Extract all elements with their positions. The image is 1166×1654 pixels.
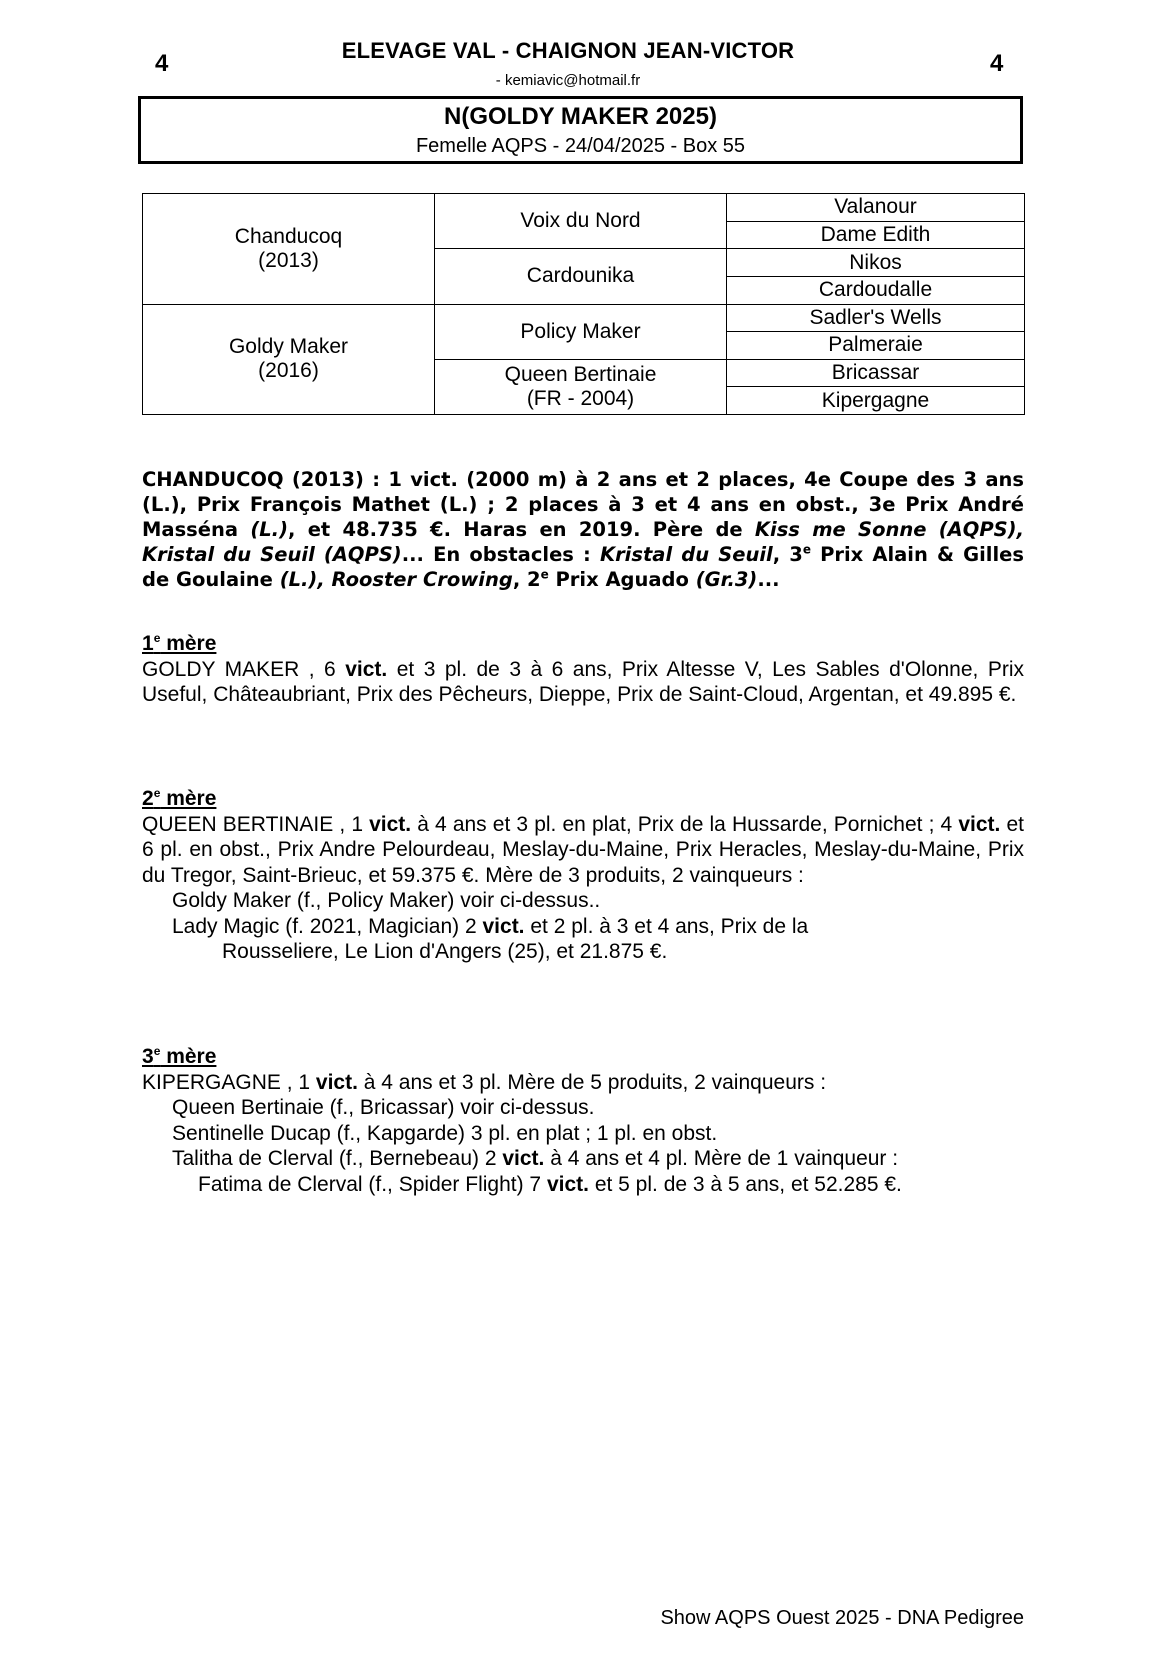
gen3-cell: Palmeraie (727, 332, 1025, 360)
horse-name: N(GOLDY MAKER 2025) (444, 103, 717, 130)
horse-title-box (138, 96, 1023, 164)
lot-number-right: 4 (990, 50, 1004, 77)
lot-number-left: 4 (155, 50, 169, 77)
list-item: Queen Bertinaie (f., Bricassar) voir ci-dessus. (172, 1096, 595, 1119)
gen3-cell: Valanour (727, 194, 1025, 222)
second-dam-text: QUEEN BERTINAIE , 1 vict. à 4 ans et 3 pl. en plat, Prix de la Hussarde, Pornichet ; 4 vict. et 6 pl. en obst., Prix Andre Pelourdeau, Meslay-du-Maine, Prix Heracles, Meslay-du-Maine, Prix du Tregor, Saint-Brieuc, et 59.375 €. Mère de 3 produits, 2 vainqueurs : (142, 812, 1024, 887)
sire-cell (143, 194, 435, 305)
gen3-cell: Dame Edith (727, 221, 1025, 249)
second-dam-section (142, 786, 1024, 965)
breeder-email: - kemiavic@hotmail.fr (495, 72, 641, 89)
third-dam-heading: 3e mère (142, 1044, 217, 1068)
first-dam-text: GOLDY MAKER , 6 vict. et 3 pl. de 3 à 6 ans, Prix Altesse V, Les Sables d'Olonne, Prix Useful, Châteaubriant, Prix des Pêcheurs, Dieppe, Prix de Saint-Cloud, Argentan, et 49.895 €. (142, 657, 1024, 706)
list-item: Goldy Maker (f., Policy Maker) voir ci-dessus.. (172, 889, 601, 912)
dam-cell (143, 304, 435, 415)
gen3-cell: Cardoudalle (727, 276, 1025, 304)
list-item-continuation: Rousseliere, Le Lion d'Angers (25), et 21.875 €. (222, 940, 668, 963)
list-item: Lady Magic (f. 2021, Magician) 2 vict. et 2 pl. à 3 et 4 ans, Prix de la (172, 914, 809, 938)
pedigree-table (142, 193, 1025, 415)
gen3-cell: Bricassar (727, 359, 1025, 387)
breeder-title: ELEVAGE VAL - CHAIGNON JEAN-VICTOR (341, 38, 795, 63)
dam-dam-detail: (FR - 2004) (526, 386, 635, 410)
dam-name: Goldy Maker (228, 335, 349, 359)
third-dam-text: KIPERGAGNE , 1 vict. à 4 ans et 3 pl. Mère de 5 produits, 2 vainqueurs : (142, 1070, 827, 1094)
third-dam-section (142, 1044, 1024, 1197)
dam-year: (2016) (258, 359, 319, 383)
list-item: Talitha de Clerval (f., Bernebeau) 2 vict. à 4 ans et 4 pl. Mère de 1 vainqueur : (172, 1147, 899, 1170)
horse-details: Femelle AQPS - 24/04/2025 - Box 55 (415, 135, 746, 157)
first-dam-heading: 1e mère (142, 631, 217, 655)
sire-dam-cell: Cardounika (435, 249, 727, 304)
dam-sire-cell: Policy Maker (435, 304, 727, 359)
gen3-cell: Nikos (727, 249, 1025, 277)
sire-sire-cell: Voix du Nord (435, 194, 727, 249)
second-dam-heading: 2e mère (142, 786, 217, 810)
dam-dam-cell (435, 359, 727, 414)
list-item: Sentinelle Ducap (f., Kapgarde) 3 pl. en plat ; 1 pl. en obst. (172, 1121, 718, 1145)
gen3-cell: Sadler's Wells (727, 304, 1025, 332)
sire-name: Chanducoq (234, 224, 343, 248)
sire-year: (2013) (258, 248, 319, 272)
list-item: Fatima de Clerval (f., Spider Flight) 7 vict. et 5 pl. de 3 à 5 ans, et 52.285 €. (198, 1172, 902, 1196)
gen3-cell: Kipergagne (727, 387, 1025, 415)
dam-dam-name: Queen Bertinaie (504, 362, 657, 386)
sire-description: CHANDUCOQ (2013) : 1 vict. (2000 m) à 2 ans et 2 places, 4e Coupe des 3 ans (L.), Prix François Mathet (L.) ; 2 places à 3 et 4 ans en obst., 3e Prix André Masséna (L.), et 48.735 €. Haras en 2019. Père de Kiss me Sonne (AQPS), Kristal du Seuil (AQPS)... En obstacles : Kristal du Seuil, 3e Prix Alain & Gilles de Goulaine (L.), Rooster Crowing, 2e Prix Aguado (Gr.3)... (142, 468, 1024, 591)
first-dam-section (142, 631, 1024, 708)
page-footer: Show AQPS Ouest 2025 - DNA Pedigree (660, 1607, 1024, 1629)
